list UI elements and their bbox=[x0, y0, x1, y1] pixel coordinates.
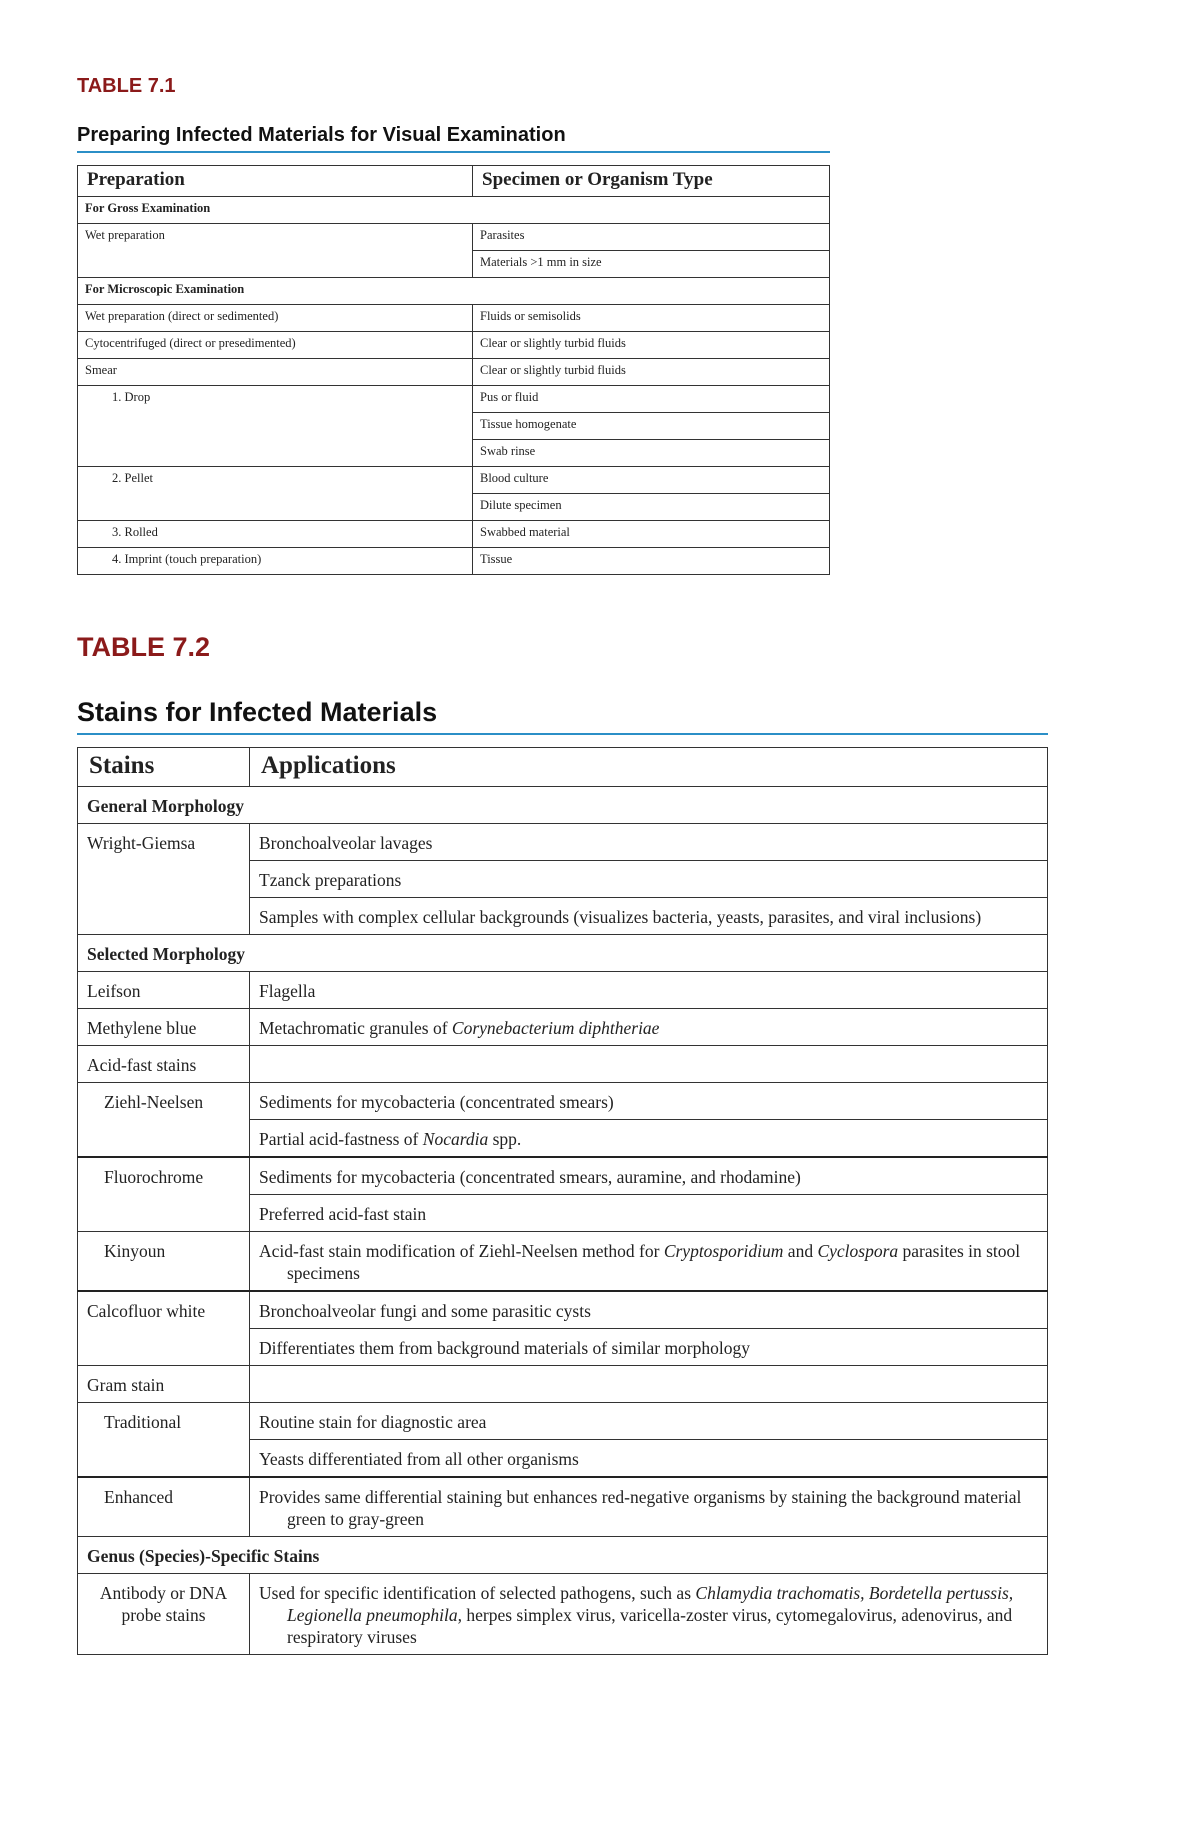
cell-ziehl-neelsen: Ziehl-Neelsen bbox=[78, 1083, 250, 1158]
cell-wet-preparation-direct: Wet preparation (direct or sedimented) bbox=[78, 305, 473, 332]
column-header-stains: Stains bbox=[78, 748, 250, 787]
cell-empty bbox=[250, 1366, 1048, 1403]
table-row bbox=[78, 972, 1048, 1009]
table-row bbox=[78, 1083, 1048, 1120]
table-row bbox=[78, 824, 1048, 861]
table-row bbox=[78, 305, 830, 332]
cell-tissue: Tissue bbox=[473, 548, 830, 575]
cell-zn-sediments: Sediments for mycobacteria (concentrated smears) bbox=[250, 1083, 1048, 1120]
cell-bronchoalveolar-lavages: Bronchoalveolar lavages bbox=[250, 824, 1048, 861]
table-row bbox=[78, 467, 830, 494]
table-row bbox=[78, 1046, 1048, 1083]
table-row bbox=[78, 1574, 1048, 1655]
table-7-1 bbox=[77, 165, 830, 575]
cell-partial-acid-fastness: Partial acid-fastness of Nocardia spp. bbox=[250, 1120, 1048, 1158]
section-row bbox=[78, 935, 1048, 972]
table-7-2-label: TABLE 7.2 bbox=[77, 632, 211, 662]
table-row bbox=[78, 1403, 1048, 1440]
table-7-2 bbox=[77, 747, 1048, 1655]
table-row bbox=[78, 1009, 1048, 1046]
cell-drop: 1. Drop bbox=[78, 386, 473, 467]
table-row bbox=[78, 521, 830, 548]
table-row bbox=[78, 359, 830, 386]
section-row bbox=[78, 787, 1048, 824]
cell-pus-fluid: Pus or fluid bbox=[473, 386, 830, 413]
cell-materials-size: Materials >1 mm in size bbox=[473, 251, 830, 278]
table-row bbox=[78, 224, 830, 251]
cell-antibody-dna-probe: Antibody or DNA probe stains bbox=[78, 1574, 250, 1655]
table-7-1-label: TABLE 7.1 bbox=[77, 75, 176, 97]
table-header-row bbox=[78, 166, 830, 197]
cell-antibody-application: Used for specific identification of selected pathogens, such as Chlamydia trachomatis, Bordetella pertussis, Legionella pneumophila, herpes simplex virus, varicella-zoster virus, cytomegalovirus, adenovirus, and respiratory viruses bbox=[250, 1574, 1048, 1655]
table-7-1-title: Preparing Infected Materials for Visual Examination bbox=[77, 124, 830, 153]
cell-fluoro-sediments: Sediments for mycobacteria (concentrated smears, auramine, and rhodamine) bbox=[250, 1157, 1048, 1195]
cell-wright-giemsa: Wright-Giemsa bbox=[78, 824, 250, 935]
table-row bbox=[78, 386, 830, 413]
table-row bbox=[78, 1291, 1048, 1329]
cell-parasites: Parasites bbox=[473, 224, 830, 251]
cell-kinyoun-application: Acid-fast stain modification of Ziehl-Neelsen method for Cryptosporidium and Cyclospora parasites in stool specimens bbox=[250, 1232, 1048, 1292]
cell-kinyoun: Kinyoun bbox=[78, 1232, 250, 1292]
cell-clear-fluids: Clear or slightly turbid fluids bbox=[473, 332, 830, 359]
cell-fluids-semisolids: Fluids or semisolids bbox=[473, 305, 830, 332]
cell-imprint: 4. Imprint (touch preparation) bbox=[78, 548, 473, 575]
cell-enhanced-application: Provides same differential staining but enhances red-negative organisms by staining the background material green to gray-green bbox=[250, 1477, 1048, 1537]
cell-flagella: Flagella bbox=[250, 972, 1048, 1009]
cell-pellet: 2. Pellet bbox=[78, 467, 473, 521]
section-row bbox=[78, 197, 830, 224]
cell-metachromatic: Metachromatic granules of Corynebacterium diphtheriae bbox=[250, 1009, 1048, 1046]
cell-preferred-acid-fast: Preferred acid-fast stain bbox=[250, 1195, 1048, 1232]
cell-empty bbox=[250, 1046, 1048, 1083]
section-row bbox=[78, 1537, 1048, 1574]
cell-wet-preparation: Wet preparation bbox=[78, 224, 473, 278]
section-genus-specific: Genus (Species)-Specific Stains bbox=[78, 1537, 1048, 1574]
table-row bbox=[78, 548, 830, 575]
table-7-2-title: Stains for Infected Materials bbox=[77, 697, 1048, 735]
cell-calcofluor-fungi: Bronchoalveolar fungi and some parasitic cysts bbox=[250, 1291, 1048, 1329]
table-row bbox=[78, 332, 830, 359]
cell-enhanced: Enhanced bbox=[78, 1477, 250, 1537]
cell-acid-fast-stains: Acid-fast stains bbox=[78, 1046, 250, 1083]
table-row bbox=[78, 1232, 1048, 1292]
column-header-specimen: Specimen or Organism Type bbox=[473, 166, 830, 197]
cell-rolled: 3. Rolled bbox=[78, 521, 473, 548]
cell-swabbed-material: Swabbed material bbox=[473, 521, 830, 548]
cell-fluorochrome: Fluorochrome bbox=[78, 1157, 250, 1232]
table-row bbox=[78, 1157, 1048, 1195]
cell-tzanck: Tzanck preparations bbox=[250, 861, 1048, 898]
cell-clear-fluids: Clear or slightly turbid fluids bbox=[473, 359, 830, 386]
table-row bbox=[78, 1477, 1048, 1537]
cell-blood-culture: Blood culture bbox=[473, 467, 830, 494]
column-header-applications: Applications bbox=[250, 748, 1048, 787]
section-gross-examination: For Gross Examination bbox=[78, 197, 830, 224]
cell-smear: Smear bbox=[78, 359, 473, 386]
cell-tissue-homogenate: Tissue homogenate bbox=[473, 413, 830, 440]
cell-swab-rinse: Swab rinse bbox=[473, 440, 830, 467]
cell-leifson: Leifson bbox=[78, 972, 250, 1009]
table-header-row bbox=[78, 748, 1048, 787]
cell-routine-stain: Routine stain for diagnostic area bbox=[250, 1403, 1048, 1440]
cell-calcofluor-differentiates: Differentiates them from background materials of similar morphology bbox=[250, 1329, 1048, 1366]
section-row bbox=[78, 278, 830, 305]
cell-methylene-blue: Methylene blue bbox=[78, 1009, 250, 1046]
column-header-preparation: Preparation bbox=[78, 166, 473, 197]
cell-gram-stain: Gram stain bbox=[78, 1366, 250, 1403]
section-microscopic-examination: For Microscopic Examination bbox=[78, 278, 830, 305]
cell-traditional: Traditional bbox=[78, 1403, 250, 1478]
cell-calcofluor-white: Calcofluor white bbox=[78, 1291, 250, 1366]
section-general-morphology: General Morphology bbox=[78, 787, 1048, 824]
cell-yeasts-differentiated: Yeasts differentiated from all other organisms bbox=[250, 1440, 1048, 1478]
section-selected-morphology: Selected Morphology bbox=[78, 935, 1048, 972]
cell-complex-backgrounds: Samples with complex cellular backgrounds (visualizes bacteria, yeasts, parasites, and viral inclusions) bbox=[250, 898, 1048, 935]
table-row bbox=[78, 1366, 1048, 1403]
cell-cytocentrifuged: Cytocentrifuged (direct or presedimented) bbox=[78, 332, 473, 359]
cell-dilute-specimen: Dilute specimen bbox=[473, 494, 830, 521]
